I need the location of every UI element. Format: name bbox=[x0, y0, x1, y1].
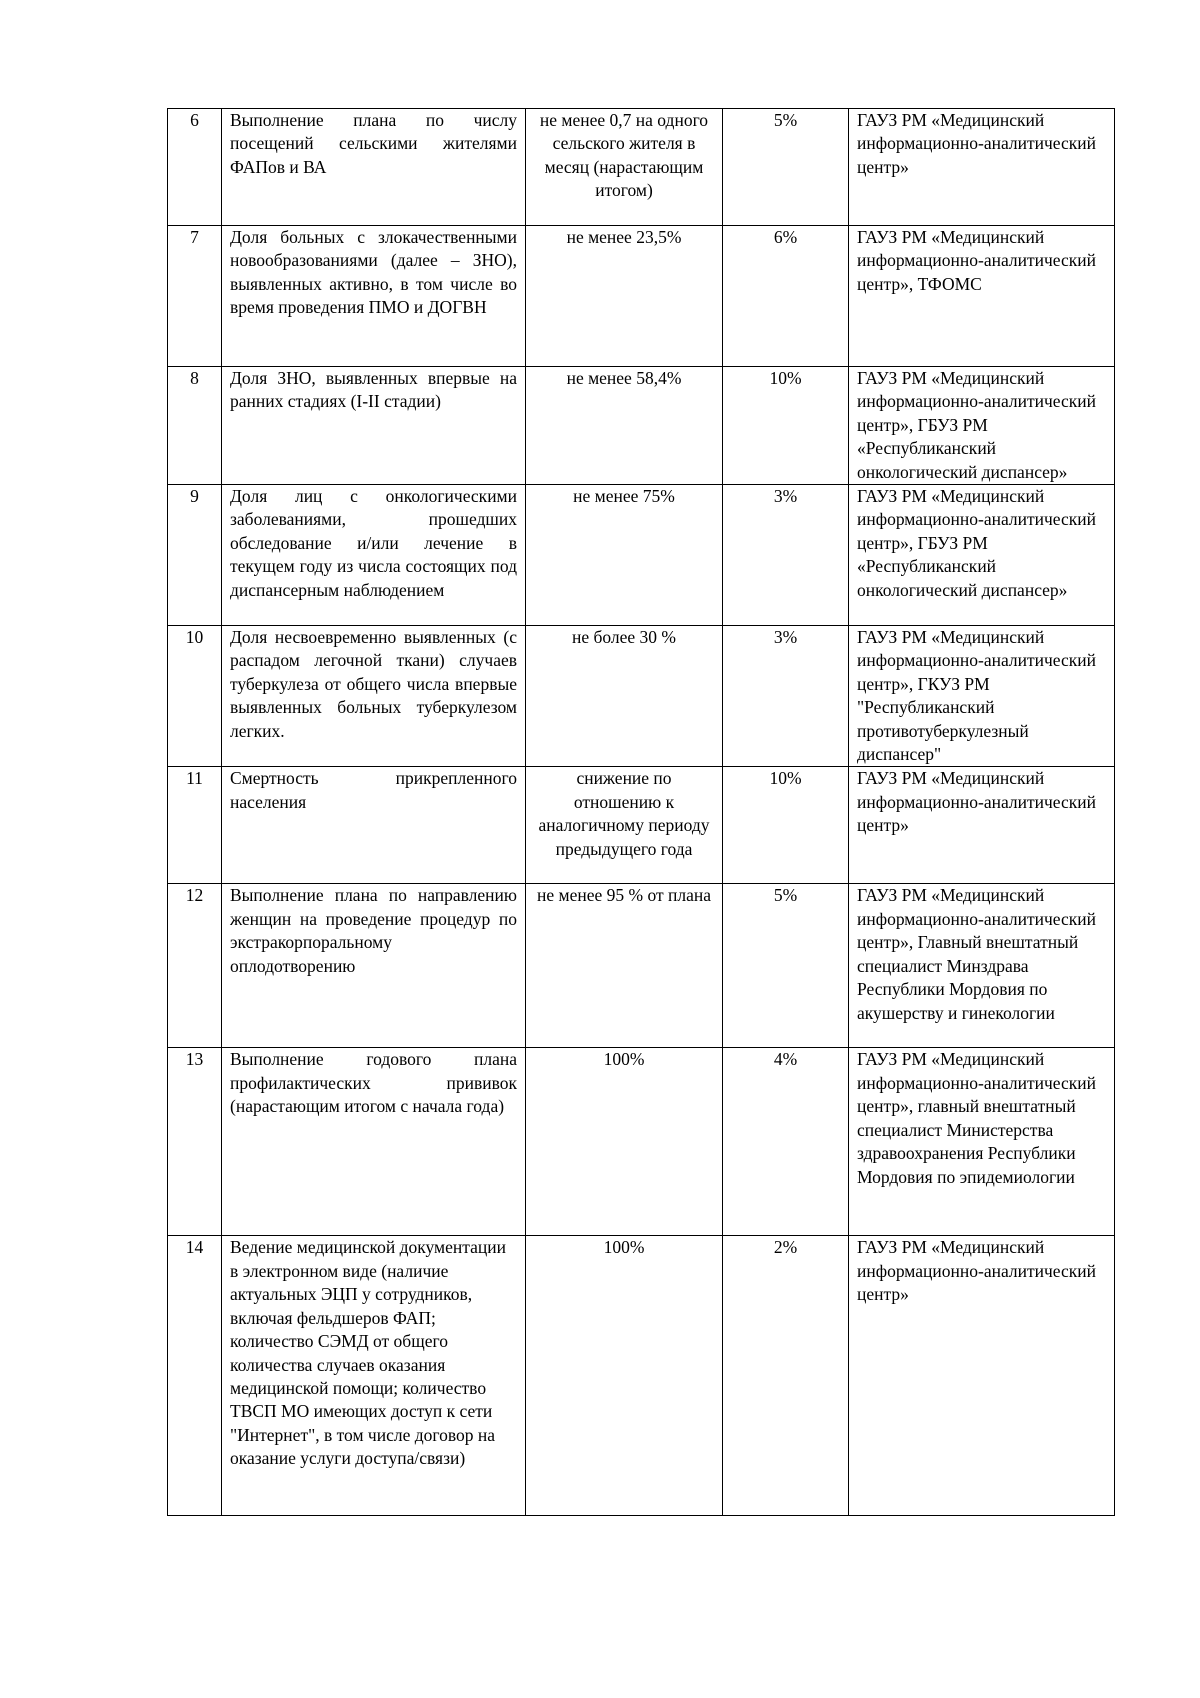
weight-value: 4% bbox=[723, 1048, 849, 1236]
target-value: не менее 23,5% bbox=[526, 226, 723, 367]
indicator-text: Выполнение плана по числу посещений сельскими жителями ФАПов и ВА bbox=[222, 109, 526, 226]
indicators-table bbox=[167, 108, 1115, 1516]
indicator-text: Выполнение плана по направлению женщин на проведение процедур по экстракорпоральному оплодотворению bbox=[222, 884, 526, 1048]
table-row bbox=[168, 109, 1115, 226]
indicator-text: Смертность прикрепленного населения bbox=[222, 767, 526, 884]
weight-value: 5% bbox=[723, 884, 849, 1048]
data-source: ГАУЗ РМ «Медицинский информационно-аналитический центр», ГБУЗ РМ «Республиканский онкологический диспансер» bbox=[849, 485, 1115, 626]
indicator-text: Доля больных с злокачественными новообразованиями (далее – ЗНО), выявленных активно, в том числе во время проведения ПМО и ДОГВН bbox=[222, 226, 526, 367]
weight-value: 2% bbox=[723, 1236, 849, 1516]
row-number: 8 bbox=[168, 367, 222, 485]
table-row bbox=[168, 884, 1115, 1048]
table-row bbox=[168, 485, 1115, 626]
weight-value: 10% bbox=[723, 767, 849, 884]
target-value: снижение по отношению к аналогичному периоду предыдущего года bbox=[526, 767, 723, 884]
table-row bbox=[168, 1236, 1115, 1516]
data-source: ГАУЗ РМ «Медицинский информационно-аналитический центр», ГБУЗ РМ «Республиканский онкологический диспансер» bbox=[849, 367, 1115, 485]
indicator-text: Доля лиц с онкологическими заболеваниями, прошедших обследование и/или лечение в текущем году из числа состоящих под диспансерным наблюдением bbox=[222, 485, 526, 626]
row-number: 10 bbox=[168, 626, 222, 767]
weight-value: 3% bbox=[723, 626, 849, 767]
data-source: ГАУЗ РМ «Медицинский информационно-аналитический центр» bbox=[849, 109, 1115, 226]
row-number: 13 bbox=[168, 1048, 222, 1236]
data-source: ГАУЗ РМ «Медицинский информационно-аналитический центр», ГКУЗ РМ "Республиканский противотуберкулезный диспансер" bbox=[849, 626, 1115, 767]
data-source: ГАУЗ РМ «Медицинский информационно-аналитический центр», ТФОМС bbox=[849, 226, 1115, 367]
target-value: не более 30 % bbox=[526, 626, 723, 767]
data-source: ГАУЗ РМ «Медицинский информационно-аналитический центр», главный внештатный специалист Министерства здравоохранения Республики Мордовия по эпидемиологии bbox=[849, 1048, 1115, 1236]
row-number: 12 bbox=[168, 884, 222, 1048]
data-source: ГАУЗ РМ «Медицинский информационно-аналитический центр» bbox=[849, 767, 1115, 884]
target-value: 100% bbox=[526, 1236, 723, 1516]
indicator-text: Выполнение годового плана профилактических прививок (нарастающим итогом с начала года) bbox=[222, 1048, 526, 1236]
target-value: не менее 95 % от плана bbox=[526, 884, 723, 1048]
weight-value: 5% bbox=[723, 109, 849, 226]
weight-value: 10% bbox=[723, 367, 849, 485]
indicator-text: Доля ЗНО, выявленных впервые на ранних стадиях (I-II стадии) bbox=[222, 367, 526, 485]
table-row bbox=[168, 767, 1115, 884]
table-row bbox=[168, 1048, 1115, 1236]
target-value: 100% bbox=[526, 1048, 723, 1236]
table-row bbox=[168, 626, 1115, 767]
data-source: ГАУЗ РМ «Медицинский информационно-аналитический центр», Главный внештатный специалист Минздрава Республики Мордовия по акушерству и гинекологии bbox=[849, 884, 1115, 1048]
table-row bbox=[168, 367, 1115, 485]
row-number: 6 bbox=[168, 109, 222, 226]
row-number: 7 bbox=[168, 226, 222, 367]
indicator-text: Ведение медицинской документации в электронном виде (наличие актуальных ЭЦП у сотрудников, включая фельдшеров ФАП; количество СЭМД от общего количества случаев оказания медицинской помощи; количество ТВСП МО имеющих доступ к сети "Интернет", в том числе договор на оказание услуги доступа/связи) bbox=[222, 1236, 526, 1516]
table-row bbox=[168, 226, 1115, 367]
target-value: не менее 75% bbox=[526, 485, 723, 626]
weight-value: 6% bbox=[723, 226, 849, 367]
target-value: не менее 0,7 на одного сельского жителя в месяц (нарастающим итогом) bbox=[526, 109, 723, 226]
indicator-text: Доля несвоевременно выявленных (с распадом легочной ткани) случаев туберкулеза от общего числа впервые выявленных больных туберкулезом легких. bbox=[222, 626, 526, 767]
data-source: ГАУЗ РМ «Медицинский информационно-аналитический центр» bbox=[849, 1236, 1115, 1516]
row-number: 9 bbox=[168, 485, 222, 626]
row-number: 14 bbox=[168, 1236, 222, 1516]
target-value: не менее 58,4% bbox=[526, 367, 723, 485]
row-number: 11 bbox=[168, 767, 222, 884]
weight-value: 3% bbox=[723, 485, 849, 626]
